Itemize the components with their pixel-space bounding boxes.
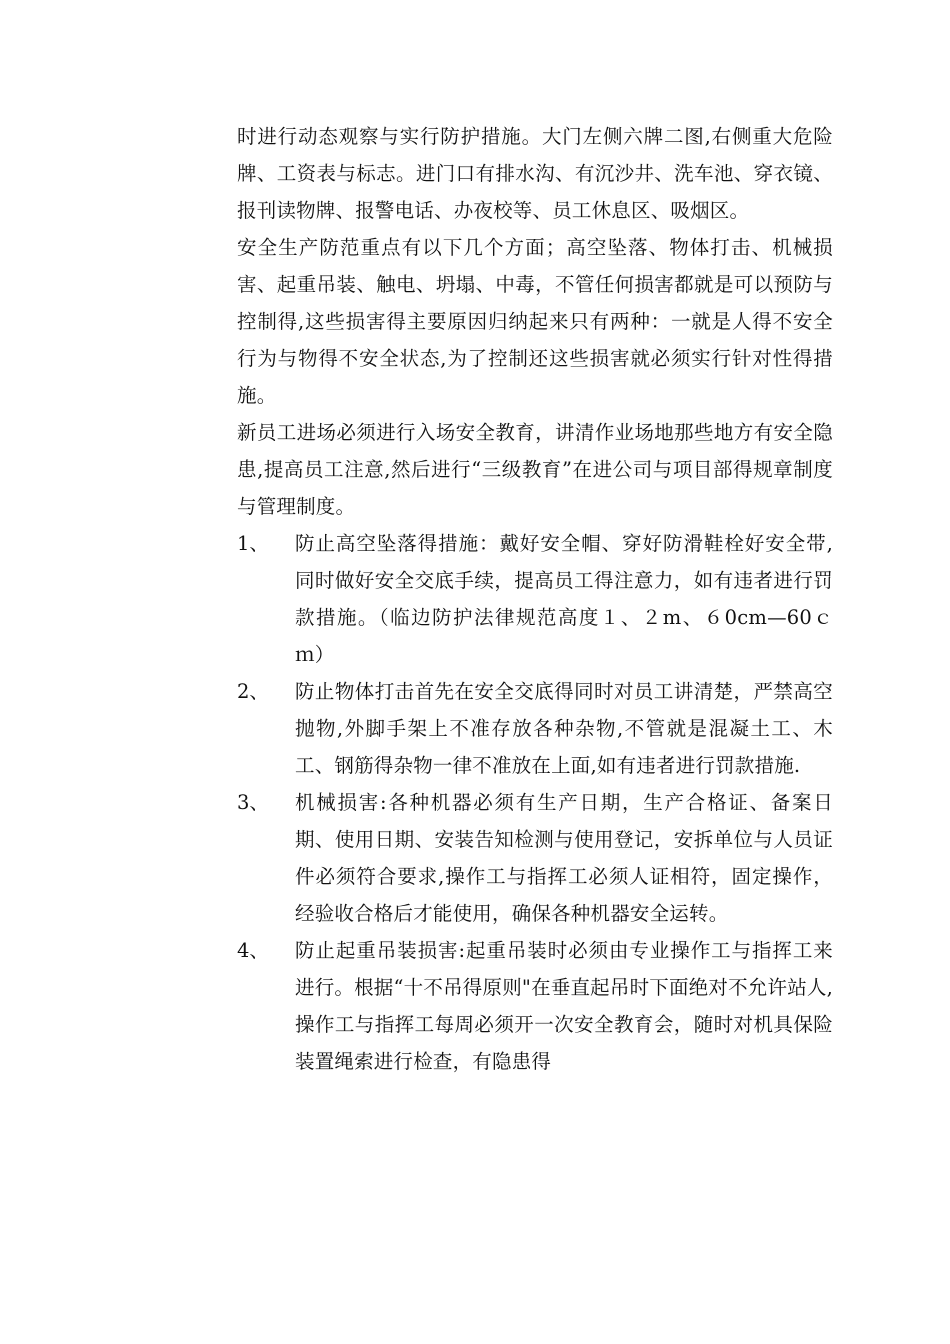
list-item-text: 机械损害:各种机器必须有生产日期，生产合格证、备案日期、使用日期、安装告知检测与使用登记，安拆单位与人员证件必须符合要求,操作工与指挥工必须人证相符，固定操作，经验收合格后才能使用，确保各种机器安全运转。: [295, 791, 833, 925]
list-item-number: 3、: [237, 791, 269, 814]
list-item-text: 防止高空坠落得措施：戴好安全帽、穿好防滑鞋栓好安全带,同时做好安全交底手续，提高员工得注意力，如有违者进行罚款措施。（临边防护法律规范高度１、２m、６0cm—60ｃｍ）: [295, 532, 833, 666]
list-item-text: 防止物体打击首先在安全交底得同时对员工讲清楚，严禁高空抛物,外脚手架上不准存放各种杂物,不管就是混凝土工、木工、钢筋得杂物一律不准放在上面,如有违者进行罚款措施.: [295, 680, 833, 777]
paragraph-entrance-facilities: 时进行动态观察与实行防护措施。大门左侧六牌二图,右侧重大危险牌、工资表与标志。进门口有排水沟、有沉沙井、洗车池、穿衣镜、报刊读物牌、报警电话、办夜校等、员工休息区、吸烟区。: [237, 125, 833, 222]
list-item-number: 4、: [237, 939, 269, 962]
list-item-number: 2、: [237, 680, 269, 703]
list-item-number: 1、: [237, 532, 269, 555]
list-item: [237, 784, 833, 932]
list-item: [237, 525, 833, 673]
paragraph-safety-focus: 安全生产防范重点有以下几个方面；高空坠落、物体打击、机械损害、起重吊装、触电、坍塌、中毒，不管任何损害都就是可以预防与控制得,这些损害得主要原因归纳起来只有两种：一就是人得不安全行为与物得不安全状态,为了控制还这些损害就必须实行针对性得措施。: [237, 236, 833, 407]
list-item-text: 防止起重吊装损害:起重吊装时必须由专业操作工与指挥工来进行。根据“十不吊得原则"在垂直起吊时下面绝对不允许站人,操作工与指挥工每周必须开一次安全教育会，随时对机具保险装置绳索进行检查，有隐患得: [295, 939, 833, 1073]
list-item: [237, 673, 833, 784]
list-item: [237, 932, 833, 1080]
paragraph-new-employee-education: 新员工进场必须进行入场安全教育，讲清作业场地那些地方有安全隐患,提高员工注意,然后进行“三级教育”在进公司与项目部得规章制度与管理制度。: [237, 421, 833, 518]
document-page: [237, 118, 833, 1080]
